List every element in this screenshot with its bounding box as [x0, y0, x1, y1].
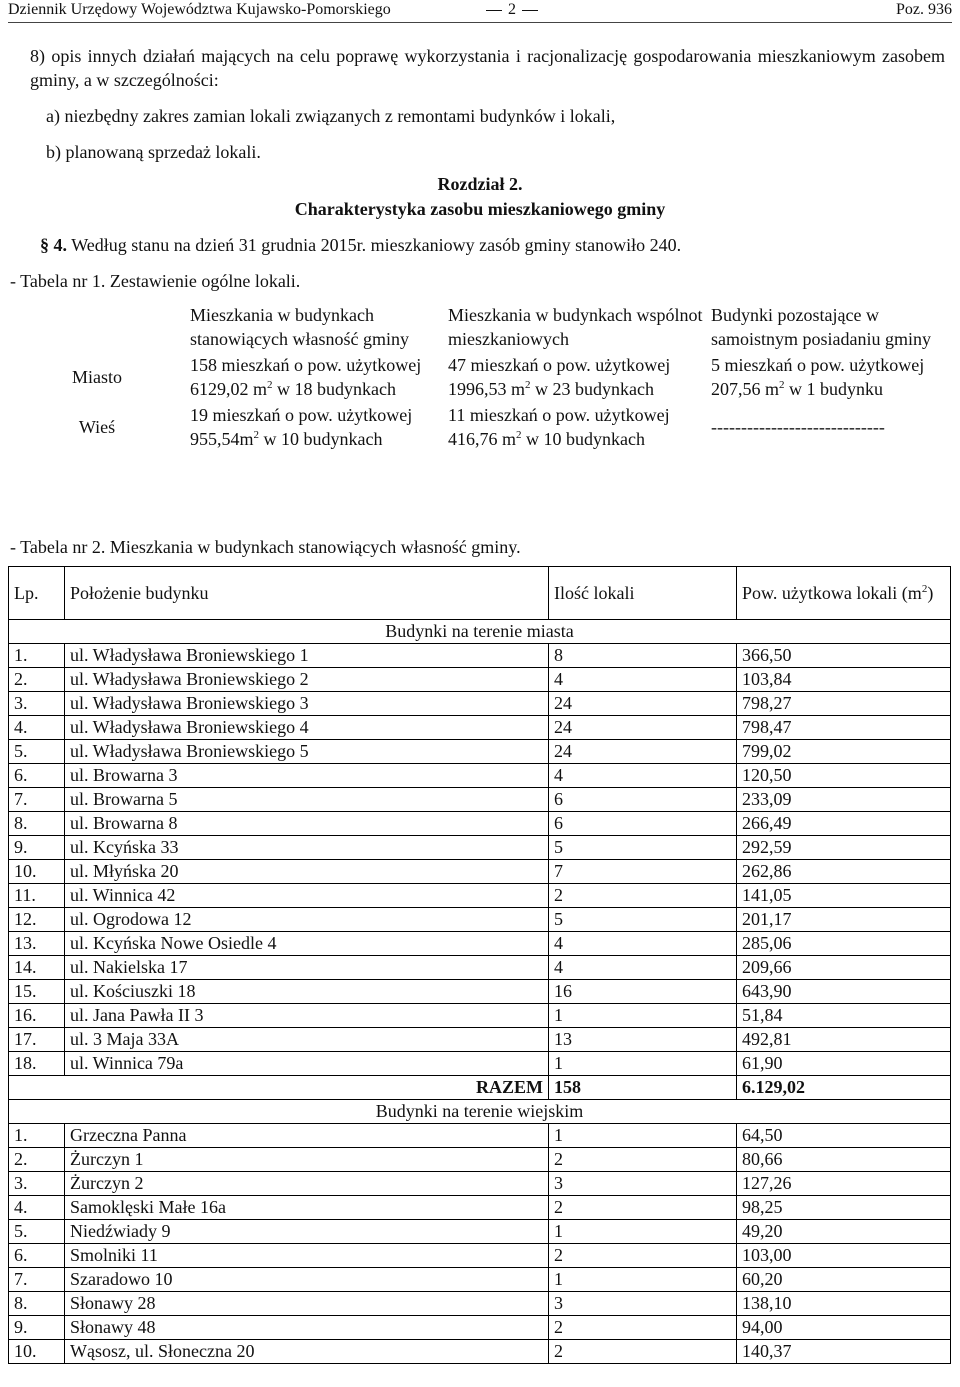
paragraph-8: 8) opis innych działań mających na celu poprawę wykorzystania i racjonalizację gospodarowania mieszkaniowym zasobem gminy, a w szczególności: — [30, 46, 945, 90]
row-count: 2 — [549, 1148, 737, 1172]
section-number: 4. — [53, 235, 67, 255]
row-number: 15. — [9, 980, 65, 1004]
row-count: 6 — [549, 788, 737, 812]
table-row — [9, 932, 951, 956]
row-area: 94,00 — [737, 1316, 951, 1340]
row-number: 8. — [9, 1292, 65, 1316]
row-area: 798,47 — [737, 716, 951, 740]
paragraph-a: a) niezbędny zakres zamian lokali związanych z remontami budynków i lokali, — [46, 106, 616, 126]
row-location: ul. Młyńska 20 — [65, 860, 549, 884]
table-row — [9, 1340, 951, 1364]
table-row — [9, 1052, 951, 1076]
row-area: 61,90 — [737, 1052, 951, 1076]
row-count: 4 — [549, 932, 737, 956]
row-number: 5. — [9, 1220, 65, 1244]
row-area: 285,06 — [737, 932, 951, 956]
journal-title: Dziennik Urzędowy Województwa Kujawsko-Pomorskiego — [8, 1, 391, 18]
row-location: ul. Ogrodowa 12 — [65, 908, 549, 932]
summary-header-row — [8, 302, 950, 352]
header-divider — [8, 22, 952, 23]
row-count: 5 — [549, 908, 737, 932]
row-area: 201,17 — [737, 908, 951, 932]
summary-cell: 11 mieszkań o pow. użytkowej 416,76 $m^2$ w 10 budynkach — [448, 405, 670, 449]
row-location: Żurczyn 1 — [65, 1148, 549, 1172]
row-number: 18. — [9, 1052, 65, 1076]
chapter-title: Charakterystyka zasobu mieszkaniowego gminy — [294, 199, 666, 219]
row-area: 80,66 — [737, 1148, 951, 1172]
row-location: ul. Władysława Broniewskiego 4 — [65, 716, 549, 740]
total-area: 6.129,02 — [737, 1076, 951, 1100]
row-count: 24 — [549, 716, 737, 740]
row-area: 292,59 — [737, 836, 951, 860]
summary-header-cell: Budynki pozostające w samoistnym posiadaniu gminy — [711, 305, 931, 349]
row-location: Żurczyn 2 — [65, 1172, 549, 1196]
row-area: 140,37 — [737, 1340, 951, 1364]
summary-row-label: Miasto — [71, 367, 122, 387]
row-location: Szaradowo 10 — [65, 1268, 549, 1292]
row-count: 16 — [549, 980, 737, 1004]
table-row — [9, 1124, 951, 1148]
header-count: Ilość lokali — [549, 567, 737, 620]
row-number: 6. — [9, 764, 65, 788]
row-number: 16. — [9, 1004, 65, 1028]
section-text: Według stanu na dzień 31 grudnia 2015r. mieszkaniowy zasób gminy stanowiło 240. — [71, 235, 682, 255]
table-row — [9, 1196, 951, 1220]
row-count: 4 — [549, 764, 737, 788]
summary-cell: 19 mieszkań o pow. użytkowej $955,54m^2$ w 10 budynkach — [190, 405, 413, 449]
table-row — [9, 980, 951, 1004]
section-symbol: § — [40, 235, 49, 255]
row-count: 3 — [549, 1292, 737, 1316]
table-row — [9, 1292, 951, 1316]
row-count: 2 — [549, 1340, 737, 1364]
rural-group-row — [9, 1100, 951, 1124]
row-number: 4. — [9, 1196, 65, 1220]
row-location: ul. Władysława Broniewskiego 1 — [65, 644, 549, 668]
table-row — [9, 668, 951, 692]
row-number: 7. — [9, 788, 65, 812]
summary-cell: 158 mieszkań o pow. użytkowej 6129,02 $m^2$ w 18 budynkach — [190, 355, 422, 399]
summary-cell: 5 mieszkań o pow. użytkowej 207,56 $m^2$ w 1 budynku — [711, 355, 925, 399]
row-number: 9. — [9, 836, 65, 860]
row-number: 6. — [9, 1244, 65, 1268]
row-area: 103,84 — [737, 668, 951, 692]
row-location: ul. Browarna 5 — [65, 788, 549, 812]
row-count: 4 — [549, 668, 737, 692]
row-area: 141,05 — [737, 884, 951, 908]
row-area: 643,90 — [737, 980, 951, 1004]
row-area: 492,81 — [737, 1028, 951, 1052]
table-row — [9, 836, 951, 860]
row-area: 103,00 — [737, 1244, 951, 1268]
summary-row — [8, 402, 950, 452]
paragraph-b: b) planowaną sprzedaż lokali. — [46, 142, 261, 162]
section-4 — [40, 233, 955, 257]
total-row — [9, 1076, 951, 1100]
summary-header-cell: Mieszkania w budynkach stanowiących własność gminy — [190, 305, 409, 349]
row-count: 2 — [549, 1196, 737, 1220]
row-number: 4. — [9, 716, 65, 740]
row-count: 3 — [549, 1172, 737, 1196]
row-location: ul. Jana Pawła II 3 — [65, 1004, 549, 1028]
row-number: 2. — [9, 668, 65, 692]
row-number: 9. — [9, 1316, 65, 1340]
row-location: ul. Władysława Broniewskiego 3 — [65, 692, 549, 716]
row-area: 60,20 — [737, 1268, 951, 1292]
row-number: 3. — [9, 1172, 65, 1196]
row-area: 64,50 — [737, 1124, 951, 1148]
row-location: Grzeczna Panna — [65, 1124, 549, 1148]
table-row — [9, 692, 951, 716]
row-number: 10. — [9, 860, 65, 884]
row-count: 4 — [549, 956, 737, 980]
table-row — [9, 1220, 951, 1244]
row-location: ul. Browarna 3 — [65, 764, 549, 788]
buildings-table — [8, 566, 951, 1364]
row-number: 1. — [9, 1124, 65, 1148]
row-area: 798,27 — [737, 692, 951, 716]
group-title: Budynki na terenie wiejskim — [9, 1100, 951, 1124]
row-number: 2. — [9, 1148, 65, 1172]
row-number: 12. — [9, 908, 65, 932]
table-row — [9, 956, 951, 980]
row-count: 24 — [549, 740, 737, 764]
table-row — [9, 764, 951, 788]
row-location: Samoklęski Małe 16a — [65, 1196, 549, 1220]
row-count: 1 — [549, 1124, 737, 1148]
row-area: 51,84 — [737, 1004, 951, 1028]
row-area: 366,50 — [737, 644, 951, 668]
table-row — [9, 1172, 951, 1196]
row-count: 6 — [549, 812, 737, 836]
row-location: Słonawy 48 — [65, 1316, 549, 1340]
row-number: 8. — [9, 812, 65, 836]
city-group-row — [9, 620, 951, 644]
row-number: 5. — [9, 740, 65, 764]
row-location: ul. Nakielska 17 — [65, 956, 549, 980]
table1-caption: - Tabela nr 1. Zestawienie ogólne lokali. — [10, 271, 301, 291]
row-number: 11. — [9, 884, 65, 908]
row-location: Wąsosz, ul. Słoneczna 20 — [65, 1340, 549, 1364]
row-count: 5 — [549, 836, 737, 860]
row-count: 2 — [549, 1244, 737, 1268]
row-count: 7 — [549, 860, 737, 884]
table-row — [9, 788, 951, 812]
header-lp: Lp. — [9, 567, 65, 620]
table2-caption: - Tabela nr 2. Mieszkania w budynkach stanowiących własność gminy. — [10, 537, 521, 557]
table-row — [9, 1244, 951, 1268]
table-row — [9, 1316, 951, 1340]
row-count: 1 — [549, 1004, 737, 1028]
table-row — [9, 644, 951, 668]
row-number: 14. — [9, 956, 65, 980]
row-location: Słonawy 28 — [65, 1292, 549, 1316]
row-location: ul. Władysława Broniewskiego 5 — [65, 740, 549, 764]
row-count: 8 — [549, 644, 737, 668]
table-row — [9, 1148, 951, 1172]
row-location: ul. Kcyńska 33 — [65, 836, 549, 860]
row-count: 1 — [549, 1268, 737, 1292]
row-area: 233,09 — [737, 788, 951, 812]
header-location: Położenie budynku — [65, 567, 549, 620]
page-header — [8, 0, 952, 22]
buildings-header-row — [9, 567, 951, 620]
row-location: ul. Browarna 8 — [65, 812, 549, 836]
table-row — [9, 1004, 951, 1028]
table-row — [9, 1268, 951, 1292]
row-location: ul. Winnica 42 — [65, 884, 549, 908]
row-count: 13 — [549, 1028, 737, 1052]
row-area: 127,26 — [737, 1172, 951, 1196]
page-number: 2 — [480, 0, 544, 20]
row-area: 799,02 — [737, 740, 951, 764]
total-count: 158 — [549, 1076, 737, 1100]
row-number: 7. — [9, 1268, 65, 1292]
row-area: 120,50 — [737, 764, 951, 788]
summary-row — [8, 352, 950, 402]
row-area: 266,49 — [737, 812, 951, 836]
row-location: ul. 3 Maja 33A — [65, 1028, 549, 1052]
table-row — [9, 740, 951, 764]
chapter-number: Rozdział 2. — [437, 174, 523, 194]
row-location: ul. Kcyńska Nowe Osiedle 4 — [65, 932, 549, 956]
row-count: 2 — [549, 1316, 737, 1340]
row-number: 13. — [9, 932, 65, 956]
row-location: Smolniki 11 — [65, 1244, 549, 1268]
row-number: 17. — [9, 1028, 65, 1052]
summary-cell: 47 mieszkań o pow. użytkowej 1996,53 $m^2$ w 23 budynkach — [448, 355, 671, 399]
row-location: ul. Kościuszki 18 — [65, 980, 549, 1004]
row-location: ul. Winnica 79a — [65, 1052, 549, 1076]
row-count: 1 — [549, 1220, 737, 1244]
summary-row-label: Wieś — [78, 417, 116, 437]
row-area: 138,10 — [737, 1292, 951, 1316]
row-count: 2 — [549, 884, 737, 908]
total-label: RAZEM — [9, 1076, 549, 1100]
table-row — [9, 812, 951, 836]
row-area: 262,86 — [737, 860, 951, 884]
table-row — [9, 716, 951, 740]
row-count: 1 — [549, 1052, 737, 1076]
table-row — [9, 1028, 951, 1052]
row-location: ul. Władysława Broniewskiego 2 — [65, 668, 549, 692]
row-area: 49,20 — [737, 1220, 951, 1244]
row-number: 1. — [9, 644, 65, 668]
row-location: Niedźwiady 9 — [65, 1220, 549, 1244]
buildings-table-body — [9, 620, 951, 1364]
position-number: Poz. 936 — [896, 1, 952, 18]
table-row — [9, 884, 951, 908]
summary-cell: ----------------------------- — [711, 417, 885, 437]
row-count: 24 — [549, 692, 737, 716]
row-number: 3. — [9, 692, 65, 716]
table-row — [9, 860, 951, 884]
summary-header-cell: Mieszkania w budynkach wspólnot mieszkaniowych — [448, 305, 703, 349]
group-title: Budynki na terenie miasta — [9, 620, 951, 644]
header-area: Pow. użytkowa lokali $(m^2)$ — [737, 567, 951, 620]
summary-table — [8, 302, 950, 452]
table-row — [9, 908, 951, 932]
row-number: 10. — [9, 1340, 65, 1364]
row-area: 209,66 — [737, 956, 951, 980]
row-area: 98,25 — [737, 1196, 951, 1220]
